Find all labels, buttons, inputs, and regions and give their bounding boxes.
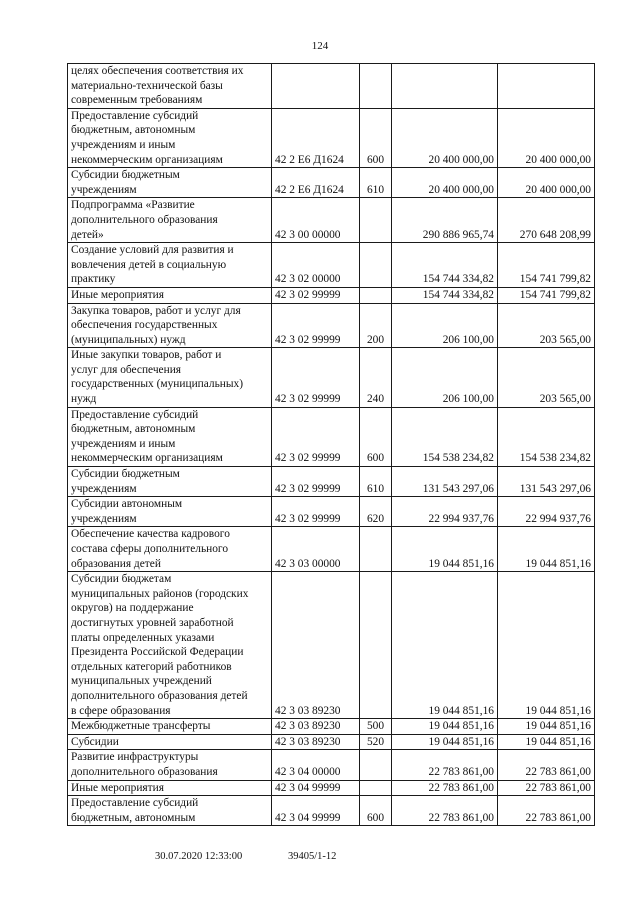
cell-name: Иные мероприятия (68, 287, 272, 303)
cell-code: 42 3 02 99999 (272, 303, 360, 348)
cell-expense-type (360, 572, 392, 719)
cell-amount-2: 19 044 851,16 (498, 572, 595, 719)
cell-code: 42 3 02 00000 (272, 243, 360, 288)
cell-name: Субсидии бюджетам муниципальных районов (городских округов) на поддержание достигнутых уровней заработной платы определенных указами Президента Российской Федерации отдельных категорий работников муниципальных учреждений дополнительного образования детей в сфере образования (68, 572, 272, 719)
cell-amount-1: 22 994 937,76 (392, 497, 498, 527)
cell-code: 42 3 02 99999 (272, 348, 360, 407)
cell-amount-1: 154 538 234,82 (392, 407, 498, 466)
cell-expense-type: 610 (360, 467, 392, 497)
cell-expense-type (360, 198, 392, 243)
table-row (68, 572, 595, 719)
cell-code: 42 3 03 89230 (272, 734, 360, 750)
cell-amount-2: 154 741 799,82 (498, 287, 595, 303)
cell-amount-2: 22 783 861,00 (498, 780, 595, 796)
cell-expense-type (360, 243, 392, 288)
cell-code: 42 3 04 99999 (272, 780, 360, 796)
cell-amount-1: 20 400 000,00 (392, 108, 498, 167)
cell-name: Развитие инфраструктуры дополнительного образования (68, 750, 272, 780)
cell-expense-type: 600 (360, 796, 392, 826)
cell-amount-2: 270 648 208,99 (498, 198, 595, 243)
cell-name: Предоставление субсидий бюджетным, автономным учреждениям и иным некоммерческим организациям (68, 407, 272, 466)
cell-amount-1: 22 783 861,00 (392, 750, 498, 780)
cell-name: Субсидии бюджетным учреждениям (68, 168, 272, 198)
cell-code: 42 3 04 00000 (272, 750, 360, 780)
cell-name: целях обеспечения соответствия их материально-технической базы современным требованиям (68, 64, 272, 109)
table-row (68, 108, 595, 167)
cell-amount-1: 206 100,00 (392, 303, 498, 348)
cell-code: 42 2 Е6 Д1624 (272, 168, 360, 198)
cell-code: 42 3 04 99999 (272, 796, 360, 826)
cell-name: Предоставление субсидий бюджетным, автономным (68, 796, 272, 826)
footer-doc-number: 39405/1-12 (288, 851, 337, 862)
cell-expense-type: 500 (360, 719, 392, 735)
cell-code: 42 3 02 99999 (272, 407, 360, 466)
cell-amount-2: 22 783 861,00 (498, 796, 595, 826)
cell-amount-1: 206 100,00 (392, 348, 498, 407)
cell-amount-1: 154 744 334,82 (392, 287, 498, 303)
cell-amount-1: 20 400 000,00 (392, 168, 498, 198)
cell-expense-type: 520 (360, 734, 392, 750)
cell-expense-type (360, 64, 392, 109)
cell-code: 42 3 02 99999 (272, 287, 360, 303)
cell-name: Предоставление субсидий бюджетным, автономным учреждениям и иным некоммерческим организациям (68, 108, 272, 167)
cell-code: 42 3 03 00000 (272, 527, 360, 572)
cell-amount-2: 203 565,00 (498, 348, 595, 407)
table-row (68, 780, 595, 796)
cell-expense-type: 610 (360, 168, 392, 198)
table-row (68, 527, 595, 572)
cell-amount-2: 22 994 937,76 (498, 497, 595, 527)
cell-amount-1: 19 044 851,16 (392, 734, 498, 750)
footer-timestamp: 30.07.2020 12:33:00 (155, 851, 243, 862)
cell-expense-type (360, 287, 392, 303)
cell-code: 42 3 02 99999 (272, 497, 360, 527)
table-row (68, 168, 595, 198)
budget-table (67, 63, 595, 826)
cell-amount-1 (392, 64, 498, 109)
cell-name: Иные мероприятия (68, 780, 272, 796)
cell-expense-type: 240 (360, 348, 392, 407)
cell-amount-1: 131 543 297,06 (392, 467, 498, 497)
cell-code: 42 3 00 00000 (272, 198, 360, 243)
page-number: 124 (311, 40, 329, 52)
cell-expense-type: 620 (360, 497, 392, 527)
table-row (68, 64, 595, 109)
cell-expense-type: 200 (360, 303, 392, 348)
cell-amount-2: 20 400 000,00 (498, 108, 595, 167)
cell-code (272, 64, 360, 109)
cell-name: Межбюджетные трансферты (68, 719, 272, 735)
cell-name: Субсидии бюджетным учреждениям (68, 467, 272, 497)
cell-amount-1: 19 044 851,16 (392, 572, 498, 719)
cell-expense-type (360, 780, 392, 796)
cell-expense-type: 600 (360, 108, 392, 167)
cell-name: Обеспечение качества кадрового состава сферы дополнительного образования детей (68, 527, 272, 572)
table-row (68, 243, 595, 288)
cell-amount-2: 20 400 000,00 (498, 168, 595, 198)
cell-amount-1: 154 744 334,82 (392, 243, 498, 288)
cell-amount-1: 19 044 851,16 (392, 719, 498, 735)
cell-code: 42 3 03 89230 (272, 572, 360, 719)
table-row (68, 303, 595, 348)
cell-name: Субсидии (68, 734, 272, 750)
table-row (68, 796, 595, 826)
table-row (68, 287, 595, 303)
table-row (68, 750, 595, 780)
cell-amount-1: 22 783 861,00 (392, 796, 498, 826)
cell-name: Подпрограмма «Развитие дополнительного образования детей» (68, 198, 272, 243)
cell-amount-2 (498, 64, 595, 109)
cell-amount-2: 154 538 234,82 (498, 407, 595, 466)
cell-code: 42 3 02 99999 (272, 467, 360, 497)
cell-code: 42 3 03 89230 (272, 719, 360, 735)
budget-table-body (68, 64, 595, 826)
cell-code: 42 2 Е6 Д1624 (272, 108, 360, 167)
table-row (68, 467, 595, 497)
table-row (68, 198, 595, 243)
cell-name: Закупка товаров, работ и услуг для обеспечения государственных (муниципальных) нужд (68, 303, 272, 348)
cell-amount-2: 19 044 851,16 (498, 734, 595, 750)
cell-expense-type: 600 (360, 407, 392, 466)
cell-amount-1: 22 783 861,00 (392, 780, 498, 796)
table-row (68, 497, 595, 527)
cell-amount-1: 19 044 851,16 (392, 527, 498, 572)
cell-amount-1: 290 886 965,74 (392, 198, 498, 243)
cell-amount-2: 22 783 861,00 (498, 750, 595, 780)
cell-name: Субсидии автономным учреждениям (68, 497, 272, 527)
table-row (68, 719, 595, 735)
cell-amount-2: 19 044 851,16 (498, 527, 595, 572)
cell-expense-type (360, 527, 392, 572)
cell-amount-2: 203 565,00 (498, 303, 595, 348)
table-row (68, 348, 595, 407)
cell-amount-2: 154 741 799,82 (498, 243, 595, 288)
table-row (68, 734, 595, 750)
cell-name: Иные закупки товаров, работ и услуг для обеспечения государственных (муниципальных) нужд (68, 348, 272, 407)
cell-name: Создание условий для развития и вовлечения детей в социальную практику (68, 243, 272, 288)
table-row (68, 407, 595, 466)
cell-expense-type (360, 750, 392, 780)
cell-amount-2: 19 044 851,16 (498, 719, 595, 735)
cell-amount-2: 131 543 297,06 (498, 467, 595, 497)
